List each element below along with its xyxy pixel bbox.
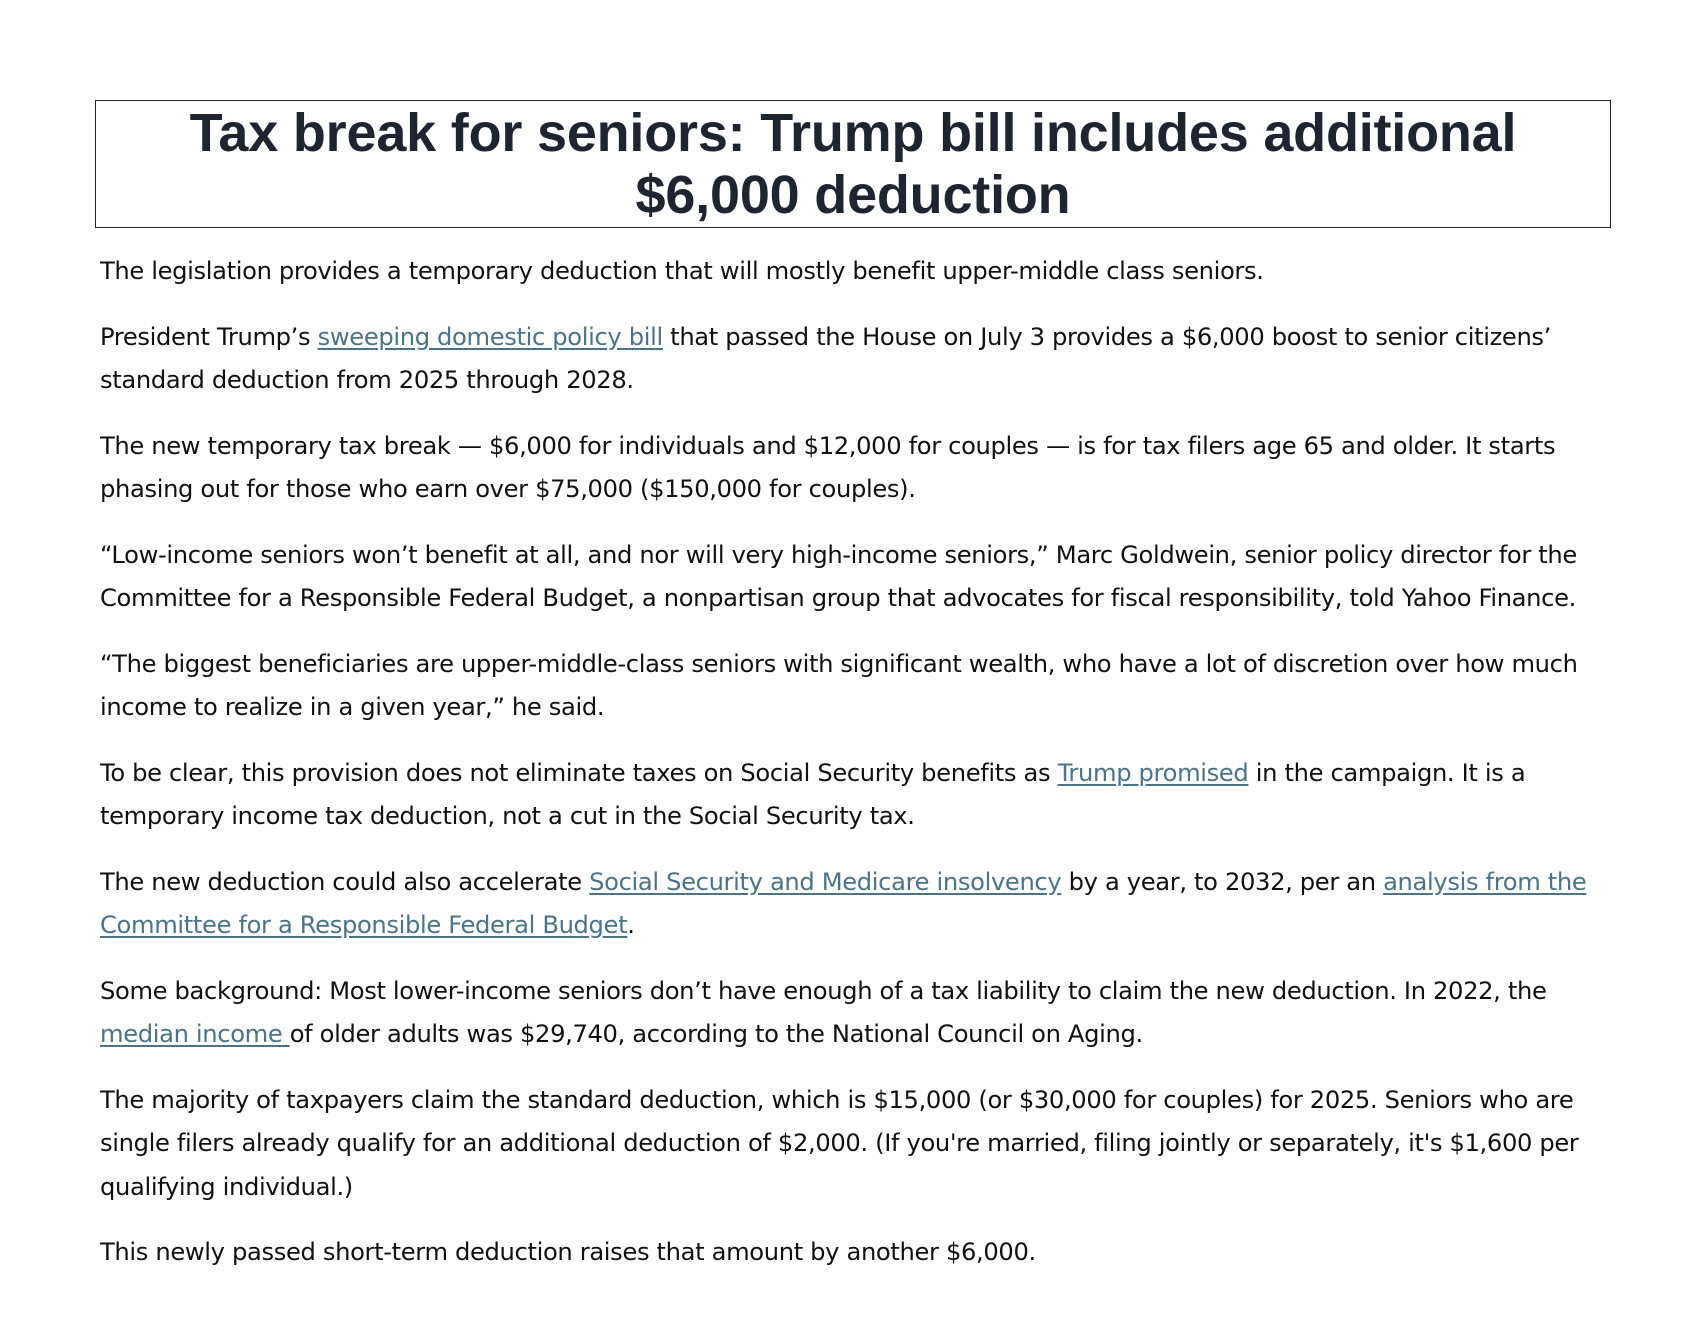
- paragraph-text: The legislation provides a temporary deduction that will mostly benefit upper-middle class seniors.: [100, 257, 1264, 285]
- headline: [190, 102, 1517, 226]
- paragraph-4: [100, 534, 1620, 621]
- paragraph-1: [100, 250, 1620, 294]
- paragraph-text: The new deduction could also accelerate: [100, 867, 590, 896]
- headline-line-2: $6,000 deduction: [635, 165, 1071, 225]
- paragraph-text: President Trump’s: [100, 322, 318, 351]
- link-crfb-analysis[interactable]: analysis from the Committee for a Responsible Federal Budget: [100, 867, 1587, 939]
- paragraph-text: The new temporary tax break — $6,000 for individuals and $12,000 for couples — is for tax filers age 65 and older. It starts phasing out for those who earn over $75,000 ($150,000 for couples).: [100, 431, 1556, 503]
- link-median-income[interactable]: median income: [100, 1020, 290, 1048]
- article-body: [100, 250, 1620, 1297]
- headline-box: [95, 100, 1611, 228]
- headline-line-1: Tax break for seniors: Trump bill includes additional: [189, 103, 1517, 163]
- link-trump-promised[interactable]: Trump promised: [1057, 758, 1249, 787]
- paragraph-text: of older adults was $29,740, according to the National Council on Aging.: [289, 1020, 1143, 1048]
- paragraph-text: To be clear, this provision does not eliminate taxes on Social Security benefits as: [100, 758, 1058, 787]
- paragraph-text: by a year, to 2032, per an: [1061, 867, 1384, 896]
- paragraph-text: that passed the House on July 3 provides a $6,000 boost to senior citizens’ standard deduction from 2025 through 2028.: [100, 322, 1552, 394]
- paragraph-text: “The biggest beneficiaries are upper-middle-class seniors with significant wealth, who have a lot of discretion over how much income to realize in a given year,” he said.: [100, 649, 1578, 721]
- paragraph-9: [100, 1079, 1620, 1210]
- paragraph-8: [100, 970, 1620, 1057]
- paragraph-text: .: [627, 911, 635, 939]
- link-sweeping-domestic-policy-bill[interactable]: sweeping domestic policy bill: [317, 322, 663, 351]
- paragraph-text: Some background: Most lower-income seniors don’t have enough of a tax liability to claim the new deduction. In 2022, the: [100, 976, 1547, 1005]
- paragraph-3: [100, 425, 1620, 512]
- paragraph-text: “Low-income seniors won’t benefit at all, and nor will very high-income seniors,” Marc Goldwein, senior policy director for the Committee for a Responsible Federal Budget, a nonpartisan group that advocates for fiscal responsibility, told Yahoo Finance.: [100, 540, 1577, 612]
- paragraph-10: [100, 1231, 1620, 1275]
- paragraph-text: The majority of taxpayers claim the standard deduction, which is $15,000 (or $30,000 for couples) for 2025. Seniors who are single filers already qualify for an additional deduction of $2,000. (If you're married, filing jointly or separately, it's $1,600 per qualifying individual.): [100, 1085, 1579, 1201]
- paragraph-2: [100, 316, 1620, 403]
- paragraph-5: [100, 643, 1620, 730]
- link-social-security-medicare-insolvency[interactable]: Social Security and Medicare insolvency: [589, 867, 1062, 896]
- paragraph-7: [100, 861, 1620, 948]
- paragraph-text: in the campaign. It is a temporary income tax deduction, not a cut in the Social Security tax.: [100, 758, 1526, 830]
- paragraph-6: [100, 752, 1620, 839]
- paragraph-text: This newly passed short-term deduction raises that amount by another $6,000.: [100, 1238, 1036, 1266]
